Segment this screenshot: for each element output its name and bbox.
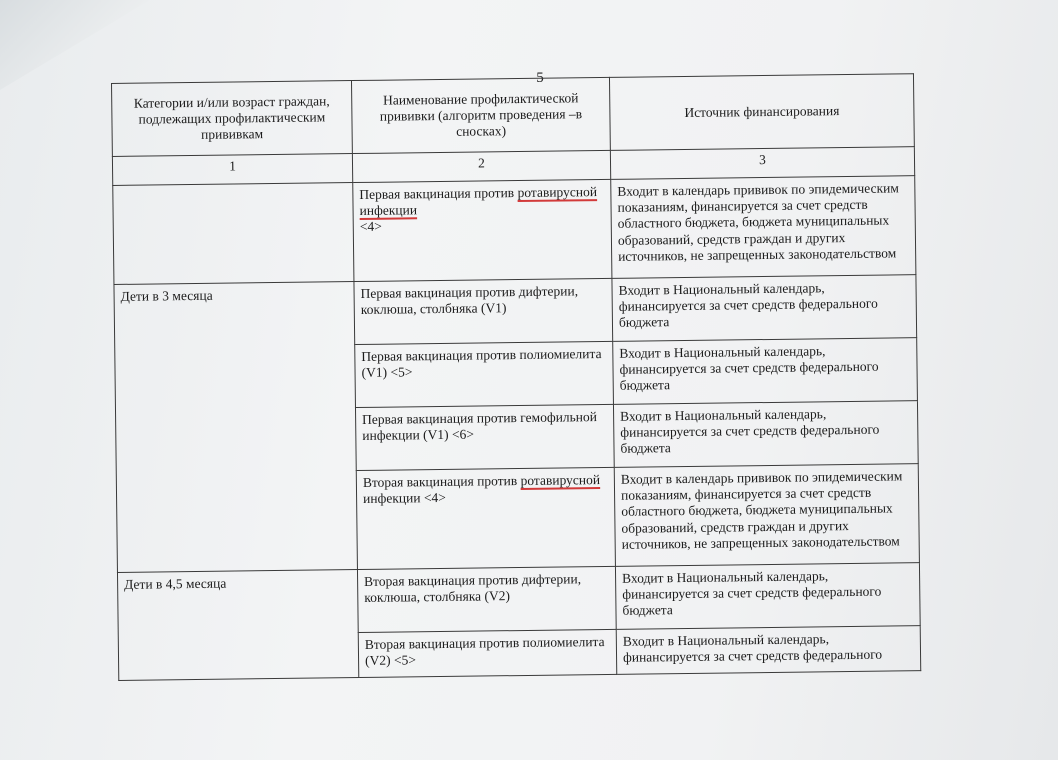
vaccination-cell: Первая вакцинация против полиомиелита (V1) <5> — [355, 341, 614, 407]
header-row — [112, 74, 915, 157]
vaccination-text-tail: инфекции <4> — [363, 490, 446, 507]
vaccination-cell — [356, 467, 615, 569]
page-number: 5 — [536, 70, 544, 86]
vaccination-text: Вторая вакцинация против — [362, 473, 521, 490]
header-category: Категории и/или возраст граждан, подлежащих профилактическим прививкам — [112, 81, 353, 157]
header-vaccination: Наименование профилактической прививки (алгоритм проведения –в сносках) — [351, 77, 610, 153]
table-row — [117, 563, 920, 636]
vaccination-text: Первая вакцинация против — [359, 185, 518, 202]
vaccination-cell: Вторая вакцинация против дифтерии, коклюша, столбняка (V2) — [357, 566, 616, 632]
vaccination-text-underlined: ротавирусной инфекции — [359, 184, 598, 219]
funding-cell: Входит в Национальный календарь, финансируется за счет средств федерального бюджета — [613, 401, 918, 468]
funding-cell: Входит в календарь прививок по эпидемическим показаниям, финансируется за счет средств областного бюджета, бюджета муниципальных образований, средств граждан и других источников, не запрещенных законодательством — [614, 464, 919, 567]
category-cell: Дети в 3 месяца — [114, 282, 358, 573]
vaccination-cell — [353, 179, 612, 281]
table-row — [113, 176, 916, 285]
column-number-3: 3 — [610, 147, 914, 180]
funding-cell: Входит в Национальный календарь, финансируется за счет средств федерального бюджета — [613, 338, 918, 405]
column-number-2: 2 — [352, 150, 610, 182]
vaccination-cell: Вторая вакцинация против полиомиелита (V2) <5> — [358, 629, 617, 677]
header-funding: Источник финансирования — [609, 74, 914, 151]
funding-cell: Входит в Национальный календарь, финансируется за счет средств федерального — [616, 626, 921, 675]
table-row — [114, 275, 917, 348]
column-number-1: 1 — [112, 154, 352, 186]
category-cell: Дети в 4,5 месяца — [117, 570, 358, 681]
vaccination-footnote: <4> — [359, 219, 382, 235]
vaccination-table — [111, 73, 921, 681]
funding-cell: Входит в календарь прививок по эпидемическим показаниям, финансируется за счет средств областного бюджета, бюджета муниципальных образований, средств граждан и других источников, не запрещенных законодательством — [611, 176, 916, 279]
vaccination-text-underlined: ротавирусной — [520, 472, 601, 489]
vaccination-cell: Первая вакцинация против гемофильной инфекции (V1) <6> — [355, 404, 614, 470]
funding-cell: Входит в Национальный календарь, финансируется за счет средств федерального бюджета — [612, 275, 917, 342]
funding-cell: Входит в Национальный календарь, финансируется за счет средств федерального бюджета — [615, 563, 920, 630]
vaccination-cell: Первая вакцинация против дифтерии, коклюша, столбняка (V1) — [354, 278, 613, 344]
category-cell — [113, 183, 354, 285]
